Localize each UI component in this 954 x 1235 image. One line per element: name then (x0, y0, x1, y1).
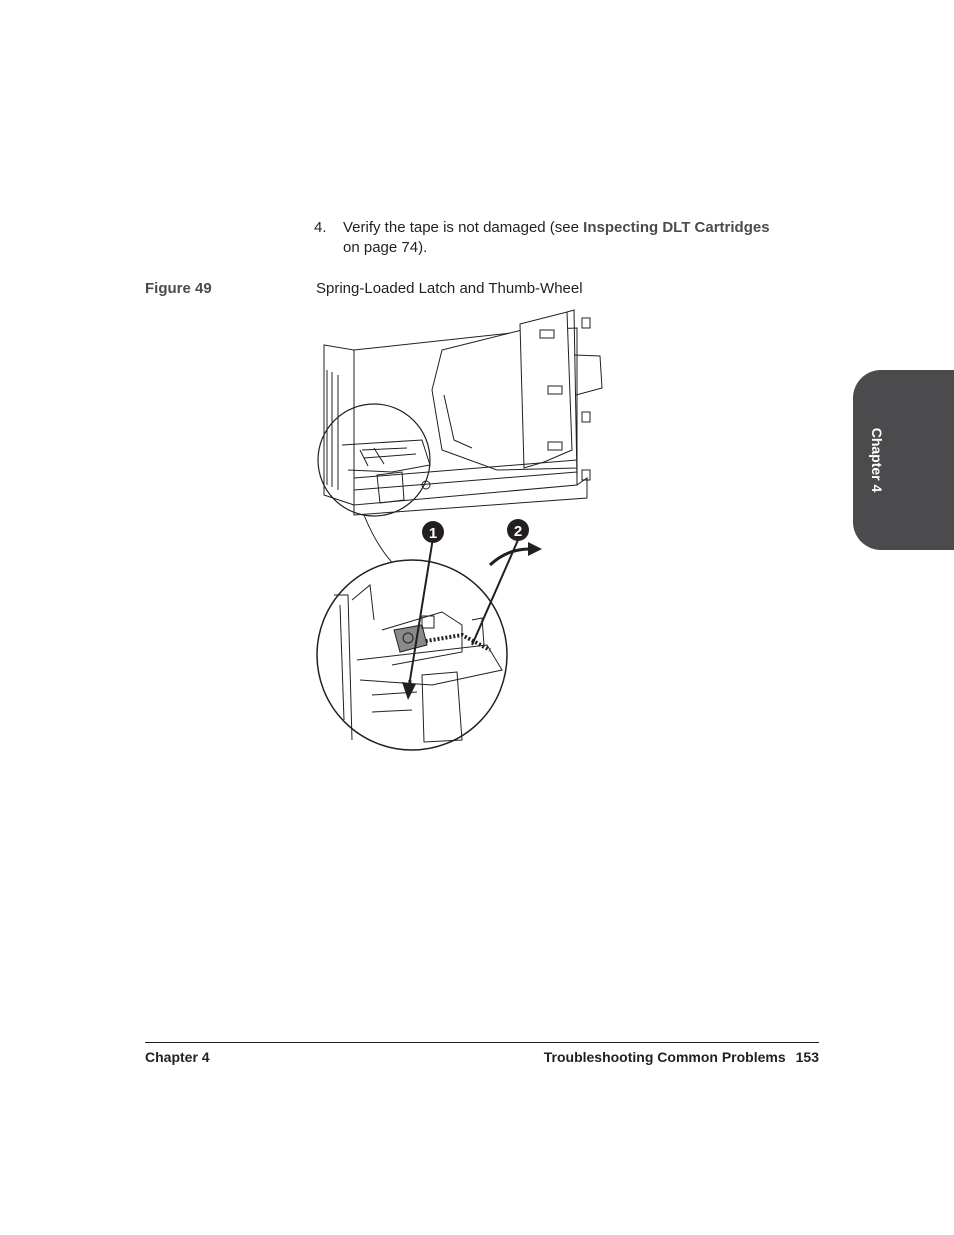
chapter-tab-label: Chapter 4 (869, 427, 885, 493)
step-text-before: Verify the tape is not damaged (see (343, 219, 584, 236)
figure-title: Spring-Loaded Latch and Thumb-Wheel (316, 280, 583, 297)
callout-2-arrowhead (528, 542, 542, 556)
footer-section (544, 1049, 819, 1065)
detail-circle-large (317, 560, 507, 750)
page-number: 153 (795, 1049, 819, 1065)
figure-label: Figure 49 (145, 280, 212, 297)
step-number: 4. (314, 219, 327, 236)
callout-1-label: 1 (428, 525, 438, 542)
footer-chapter: Chapter 4 (145, 1049, 210, 1065)
step-4 (314, 218, 784, 258)
tape-drive-drawing (324, 310, 602, 515)
footer-section-title: Troubleshooting Common Problems (543, 1049, 786, 1065)
footer-rule (145, 1042, 819, 1043)
callout-2-label: 2 (513, 523, 523, 540)
step-text (343, 218, 784, 258)
inspecting-dlt-cartridges-link[interactable]: Inspecting DLT Cartridges (583, 219, 770, 236)
step-text-after: on page 74). (343, 239, 428, 256)
latch-thumbwheel-illustration (312, 300, 612, 755)
